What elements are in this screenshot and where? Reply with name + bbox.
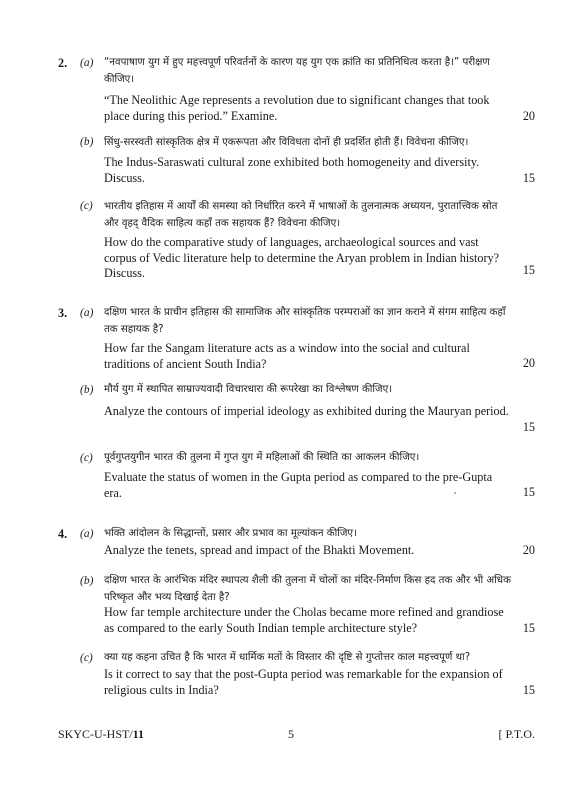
part-hindi-text: दक्षिण भारत के आरंभिक मंदिर स्थापत्य शैली की तुलना में चोलों का मंदिर-निर्माण किस हद तक और भी अधिक परिष्कृत और भव्य दिखाई देता है? xyxy=(104,575,511,603)
part-marks: 20 xyxy=(522,543,535,557)
part-letter: (b) xyxy=(80,384,94,396)
part-english-text: How far the Sangam literature acts as a window into the social and cultural traditions of ancient South India? xyxy=(104,341,470,371)
part-letter: (a) xyxy=(80,528,94,540)
part-letter: (b) xyxy=(80,136,94,148)
part-marks: 15 xyxy=(522,171,535,185)
part-marks: 15 xyxy=(522,621,535,635)
part-hindi-text: भक्ति आंदोलन के सिद्धान्तों, प्रसार और प्रभाव का मूल्यांकन कीजिए। xyxy=(104,528,357,539)
question-number: 2. xyxy=(58,56,68,70)
part-marks: 20 xyxy=(522,356,535,370)
part-english-text: Analyze the tenets, spread and impact of the Bhakti Movement. xyxy=(104,543,415,557)
part-letter: (c) xyxy=(80,200,93,212)
part-marks: 15 xyxy=(522,263,535,277)
pto-label: [ P.T.O. xyxy=(498,727,535,741)
paper-code-number: 11 xyxy=(132,727,145,741)
part-hindi-text: भारतीय इतिहास में आर्यों की समस्या को निर्धारित करने में भाषाओं के तुलनात्मक अध्ययन, पुरातात्त्विक स्रोत और वृहद् वैदिक साहित्य कहाँ तक सहायक हैं? विवेचना कीजिए। xyxy=(104,201,498,229)
part-marks: 15 xyxy=(522,683,535,697)
part-hindi-text: मौर्य युग में स्थापित साम्राज्यवादी विचारधारा की रूपरेखा का विश्लेषण कीजिए। xyxy=(104,384,393,395)
part-hindi-text: क्या यह कहना उचित है कि भारत में धार्मिक मतों के विस्तार की दृष्टि से गुप्तोत्तर काल महत्त्वपूर्ण था? xyxy=(104,652,471,663)
part-hindi-text: “नवपाषाण युग में हुए महत्त्वपूर्ण परिवर्तनों के कारण यह युग एक क्रांति का प्रतिनिधित्व करता है।” परीक्षण कीजिए। xyxy=(104,57,490,85)
part-english-text: Analyze the contours of imperial ideology as exhibited during the Mauryan period. xyxy=(104,404,509,418)
paper-code xyxy=(58,727,144,742)
part-english-text: How far temple architecture under the Cholas became more refined and grandiose as compared to the early South Indian temple architecture style? xyxy=(104,605,504,635)
part-letter: (c) xyxy=(80,452,93,464)
question-number: 3. xyxy=(58,306,68,320)
page-number: 5 xyxy=(288,727,294,741)
part-hindi-text: सिंधु-सरस्वती सांस्कृतिक क्षेत्र में एकरूपता और विविधता दोनों ही प्रदर्शित होती हैं। विवेचना कीजिए। xyxy=(104,137,469,148)
part-hindi-text: दक्षिण भारत के प्राचीन इतिहास की सामाजिक और सांस्कृतिक परम्पराओं का ज्ञान कराने में संगम साहित्य कहाँ तक सहायक है? xyxy=(104,307,506,335)
part-hindi-text: पूर्वगुप्तयुगीन भारत की तुलना में गुप्त युग में महिलाओं की स्थिति का आकलन कीजिए। xyxy=(104,452,420,463)
part-letter: (a) xyxy=(80,307,94,319)
part-letter: (b) xyxy=(80,575,94,587)
part-english-text: Is it correct to say that the post-Gupta period was remarkable for the expansion of religious cults in India? xyxy=(104,667,503,697)
scan-speck xyxy=(454,492,456,494)
part-english-text: “The Neolithic Age represents a revolution due to significant changes that took place during this period.” Examine. xyxy=(104,93,490,123)
part-marks: 15 xyxy=(522,485,535,499)
part-english-text: How do the comparative study of languages, archaeological sources and vast corpus of Vedic literature help to determine the Aryan problem in Indian history? Discuss. xyxy=(104,235,500,280)
part-english-text: The Indus-Saraswati cultural zone exhibited both homogeneity and diversity. Discuss. xyxy=(104,155,480,185)
part-marks: 15 xyxy=(522,420,535,434)
part-letter: (a) xyxy=(80,57,94,69)
part-english-text: Evaluate the status of women in the Gupta period as compared to the pre-Gupta era. xyxy=(104,470,493,500)
part-marks: 20 xyxy=(522,109,535,123)
paper-code-prefix: SKYC-U-HST/ xyxy=(58,727,133,741)
part-letter: (c) xyxy=(80,652,93,664)
question-number: 4. xyxy=(58,527,68,541)
